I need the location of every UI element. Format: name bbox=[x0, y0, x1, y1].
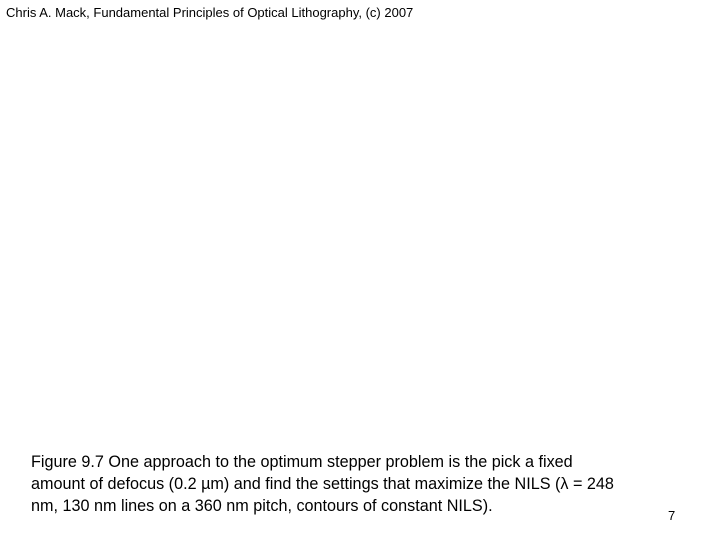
caption-line: Figure 9.7 One approach to the optimum stepper problem is the pick a fixed bbox=[31, 453, 573, 471]
caption-line: amount of defocus (0.2 µm) and find the settings that maximize the NILS (λ = 248 bbox=[31, 475, 614, 493]
figure-caption bbox=[31, 451, 691, 517]
figure-area bbox=[0, 30, 720, 440]
caption-line: nm, 130 nm lines on a 360 nm pitch, contours of constant NILS). bbox=[31, 497, 493, 515]
page-number: 7 bbox=[668, 508, 676, 523]
header-citation: Chris A. Mack, Fundamental Principles of Optical Lithography, (c) 2007 bbox=[6, 5, 414, 20]
